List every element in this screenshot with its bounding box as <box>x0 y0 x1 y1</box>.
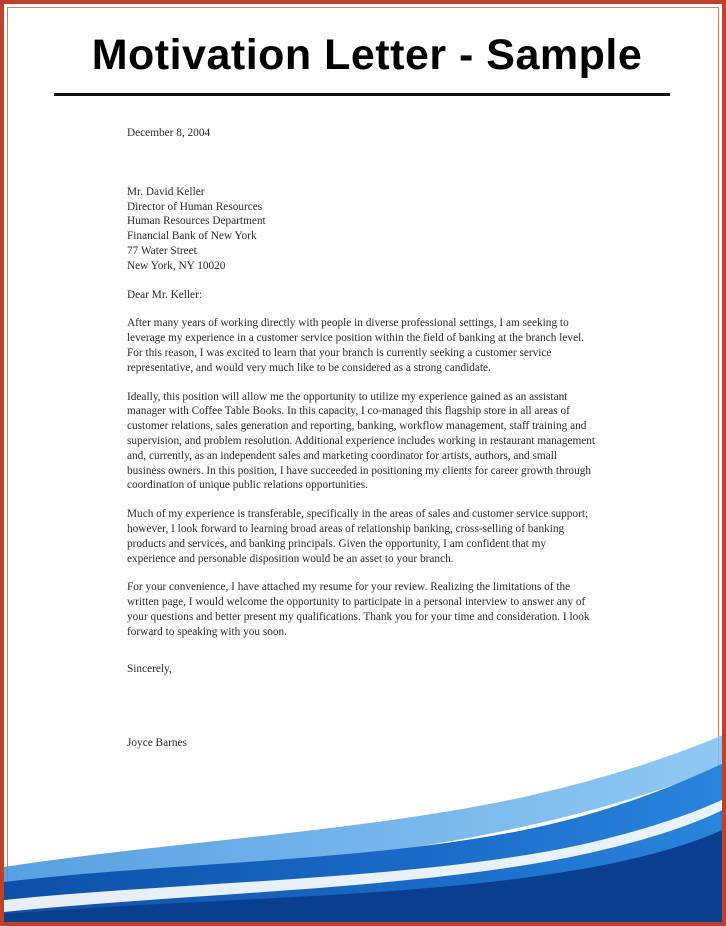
signature-name: Joyce Barnes <box>127 737 187 750</box>
address-line: Financial Bank of New York <box>127 230 257 243</box>
address-line: Director of Human Resources <box>127 200 263 213</box>
recipient-address <box>127 185 597 274</box>
page-title: Motivation Letter - Sample <box>91 31 643 79</box>
title-underline <box>54 93 670 96</box>
salutation: Dear Mr. Keller: <box>127 288 202 301</box>
address-line: New York, NY 10020 <box>127 259 226 272</box>
body-paragraph: After many years of working directly with people in diverse professional settings, I am seeking to leverage my experience in a customer service position within the field of banking at the branch level. For this reason, I was excited to learn that your branch is currently seeking a customer service representative, and would very much like to be considered as a strong candidate. <box>127 317 585 374</box>
body-paragraph: For your convenience, I have attached my resume for your review. Realizing the limitations of the written page, I would welcome the opportunity to participate in a personal interview to answer any of your questions and better present my qualifications. Thank you for your time and consideration. I look forward to speaking with you soon. <box>127 581 590 638</box>
closing: Sincerely, <box>127 662 172 675</box>
letter-date: December 8, 2004 <box>127 127 211 139</box>
body-paragraph: Ideally, this position will allow me the opportunity to utilize my experience gained as an assistant manager with Coffee Table Books. In this capacity, I co-managed this flagship store in all areas of customer relations, sales generation and reporting, banking, workflow management, staff training and supervision, and problem resolution. Additional experience includes working in restaurant management and, currently, as an independent sales and marketing coordinator for artists, authors, and small business owners. In this position, I have succeeded in positioning my clients for career growth through coordination of unique public relations opportunities. <box>127 390 596 492</box>
body-paragraph: Much of my experience is transferable, specifically in the areas of sales and customer service support; however, I look forward to learning broad areas of relationship banking, cross-selling of banking products and services, and banking principals. Given the opportunity, I am confident that my experience and personable disposition would be an asset to your branch. <box>127 508 589 565</box>
decorative-wave <box>4 722 726 922</box>
letter-body <box>127 126 597 751</box>
address-line: Mr. David Keller <box>127 185 205 198</box>
address-line: 77 Water Street <box>127 244 197 257</box>
address-line: Human Resources Department <box>127 215 266 228</box>
